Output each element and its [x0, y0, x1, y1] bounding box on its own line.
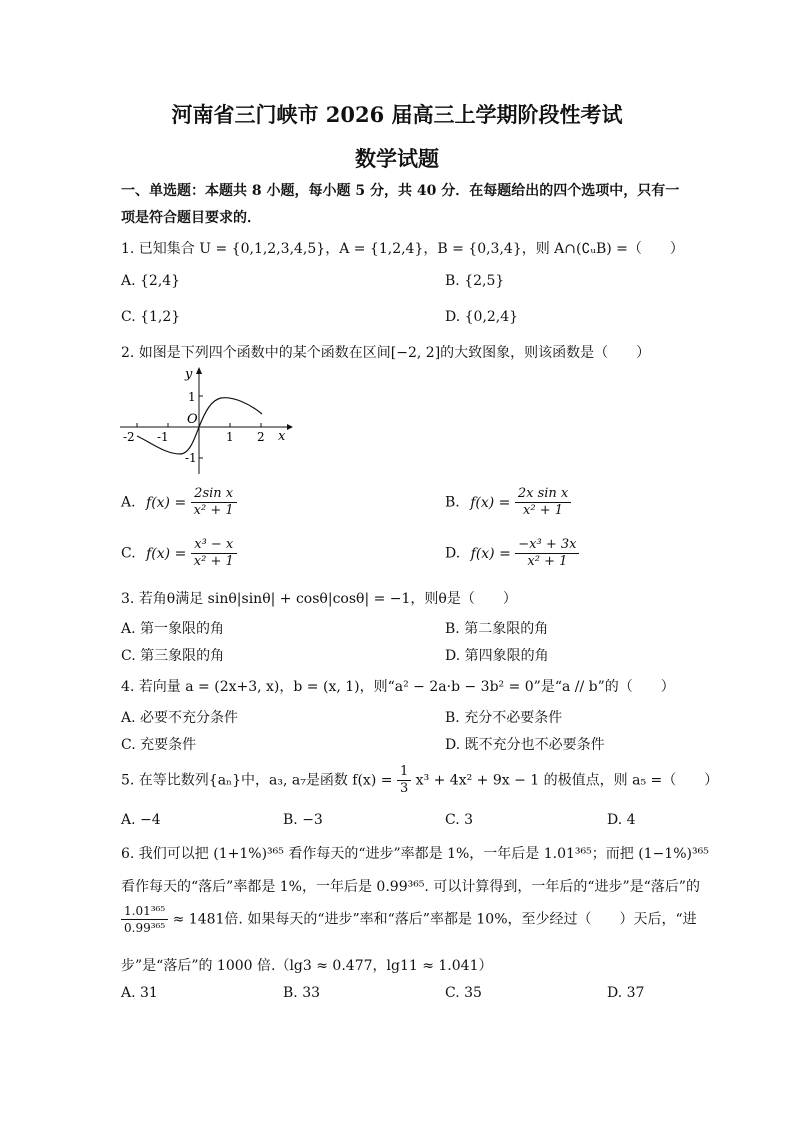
q1-option-c: C. {1,2} — [121, 309, 181, 325]
q4-option-b: B. 充分不必要条件 — [445, 710, 563, 726]
q6-option-c: C. 35 — [445, 985, 482, 1001]
y-tick-label-1: 1 — [188, 390, 196, 404]
q5-option-d: D. 4 — [607, 812, 636, 828]
q4-option-a: A. 必要不充分条件 — [121, 710, 239, 726]
q2-option-d-fraction: $\frac{\text{−x³ + 3x}}{\text{x² + 1}}$ — [515, 537, 579, 570]
q6-option-a: A. 31 — [121, 985, 158, 1001]
q2-option-a-fraction: $\frac{\text{2sin x}}{\text{x² + 1}}$ — [191, 486, 237, 519]
function-graph — [115, 362, 295, 477]
q2-option-c-fraction: $\frac{\text{x³ − x}}{\text{x² + 1}}$ — [191, 537, 237, 570]
x-tick-label-neg2: -2 — [123, 430, 135, 444]
q5-stem: 5. 在等比数列{aₙ}中，a₃, a₇是函数 f(x) = $\frac{1}{3}$ x³ + 4x² + 9x − 1 的极值点，则 a₅ =（ ） — [121, 764, 719, 796]
q1-stem: 1. 已知集合 U = {0,1,2,3,4,5}，A = {1,2,4}，B = {0,3,4}，则 A∩(∁ᵤB) =（ ） — [121, 241, 684, 257]
q5-option-b: B. −3 — [283, 812, 323, 828]
x-axis-arrow — [287, 424, 293, 430]
y-tick-label-neg1: -1 — [185, 451, 197, 465]
q5-fraction: $\frac{1}{3}$ — [397, 764, 411, 797]
x-tick-label-1: 1 — [226, 430, 234, 444]
q6-line1: 6. 我们可以把 (1+1%)³⁶⁵ 看作每天的“进步”率都是 1%，一年后是 1.01³⁶⁵；而把 (1−1%)³⁶⁵ — [121, 846, 709, 862]
q2-option-a: A. f(x) = $\frac{\text{2sin x}}{\text{x² + 1}}$ — [121, 486, 237, 519]
x-tick-label-neg1: -1 — [157, 430, 169, 444]
q6-option-d: D. 37 — [607, 985, 645, 1001]
q2-option-b-fraction: $\frac{\text{2x sin x}}{\text{x² + 1}}$ — [515, 486, 571, 519]
exam-title: 河南省三门峡市 2026 届高三上学期阶段性考试 — [171, 102, 623, 127]
q2-option-b: B. f(x) = $\frac{\text{2x sin x}}{\text{x² + 1}}$ — [445, 486, 571, 519]
q5-option-a: A. −4 — [121, 812, 161, 828]
q4-option-d: D. 既不充分也不必要条件 — [445, 737, 605, 753]
q1-option-d: D. {0,2,4} — [445, 309, 519, 325]
q6-line4: 步”是“落后”的 1000 倍.（lg3 ≈ 0.477，lg11 ≈ 1.041） — [121, 958, 493, 974]
q2-option-d: D. f(x) = $\frac{\text{−x³ + 3x}}{\text{x² + 1}}$ — [445, 537, 579, 570]
y-axis-arrow — [196, 367, 202, 374]
y-axis-label: y — [185, 367, 193, 382]
q4-option-c: C. 充要条件 — [121, 737, 197, 753]
q6-line2: 看作每天的“落后”率都是 1%，一年后是 0.99³⁶⁵. 可以计算得到，一年后的“进步”是“落后”的 — [121, 879, 700, 895]
q1-option-a: A. {2,4} — [121, 273, 181, 289]
q3-option-d: D. 第四象限的角 — [445, 648, 549, 664]
q6-line3: $\frac{\text{1.01³⁶⁵}}{\text{0.99³⁶⁵}}$ ≈ 1481倍. 如果每天的“进步”率和“落后”率都是 10%，至少经过（ ）天后，“进 — [121, 903, 697, 936]
q4-stem: 4. 若向量 a = (2x+3, x)，b = (x, 1)，则“a² − 2a·b − 3b² = 0”是“a // b”的（ ） — [121, 679, 675, 695]
section-heading-line2: 项是符合题目要求的． — [121, 210, 261, 226]
q3-stem: 3. 若角θ满足 sinθ|sinθ| + cosθ|cosθ| = −1，则θ是（ ） — [121, 591, 517, 607]
q1-option-b: B. {2,5} — [445, 273, 505, 289]
q6-fraction: $\frac{\text{1.01³⁶⁵}}{\text{0.99³⁶⁵}}$ — [121, 903, 168, 936]
section-heading-line1: 一、单选题：本题共 8 小题，每小题 5 分，共 40 分．在每题给出的四个选项中，只有一 — [121, 183, 680, 199]
q5-option-c: C. 3 — [445, 812, 474, 828]
q3-option-a: A. 第一象限的角 — [121, 621, 225, 637]
origin-label: O — [187, 412, 198, 427]
q2-stem: 2. 如图是下列四个函数中的某个函数在区间[−2, 2]的大致图象，则该函数是（ ） — [121, 345, 651, 361]
q2-option-c: C. f(x) = $\frac{\text{x³ − x}}{\text{x² + 1}}$ — [121, 537, 237, 570]
q6-option-b: B. 33 — [283, 985, 321, 1001]
q3-option-c: C. 第三象限的角 — [121, 648, 225, 664]
q3-option-b: B. 第二象限的角 — [445, 621, 549, 637]
exam-subtitle: 数学试题 — [355, 146, 439, 171]
x-tick-label-2: 2 — [257, 430, 265, 444]
x-axis-label: x — [278, 429, 286, 444]
